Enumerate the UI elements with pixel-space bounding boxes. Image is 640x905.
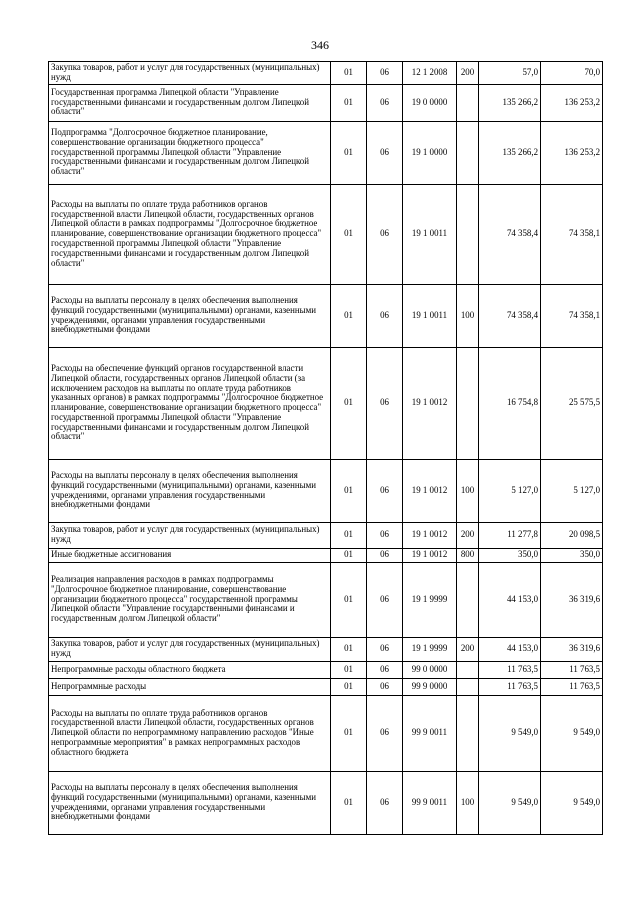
table-row — [49, 347, 603, 459]
row-target-code: 19 1 9999 — [403, 562, 457, 637]
row-target-code: 19 1 0012 — [403, 548, 457, 562]
row-value-2: 11 763,5 — [541, 661, 603, 678]
row-expense-type — [457, 347, 479, 459]
table-row — [49, 522, 603, 548]
row-target-code: 19 1 0011 — [403, 284, 457, 347]
table-row — [49, 562, 603, 637]
row-value-1: 135 266,2 — [479, 121, 541, 184]
row-section: 01 — [331, 84, 367, 121]
row-name: Закупка товаров, работ и услуг для государственных (муниципальных) нужд — [49, 522, 331, 548]
row-value-2: 36 319,6 — [541, 562, 603, 637]
row-expense-type: 800 — [457, 548, 479, 562]
row-value-1: 44 153,0 — [479, 562, 541, 637]
row-target-code: 19 1 0012 — [403, 347, 457, 459]
row-value-1: 11 277,8 — [479, 522, 541, 548]
row-section: 01 — [331, 62, 367, 85]
table-row — [49, 459, 603, 522]
row-subsection: 06 — [367, 84, 403, 121]
row-value-1: 135 266,2 — [479, 84, 541, 121]
row-value-2: 74 358,1 — [541, 184, 603, 284]
row-section: 01 — [331, 522, 367, 548]
table-row — [49, 695, 603, 771]
budget-table — [48, 61, 603, 835]
row-section: 01 — [331, 678, 367, 695]
row-subsection: 06 — [367, 459, 403, 522]
row-subsection: 06 — [367, 284, 403, 347]
row-section: 01 — [331, 695, 367, 771]
row-value-1: 44 153,0 — [479, 637, 541, 661]
row-name: Расходы на выплаты персоналу в целях обеспечения выполнения функций государственными (муниципальными) органами, казенными учреждениями, органами управления государственными внебюджетными фондами — [49, 771, 331, 834]
row-value-1: 74 358,4 — [479, 284, 541, 347]
row-name: Закупка товаров, работ и услуг для государственных (муниципальных) нужд — [49, 637, 331, 661]
table-row — [49, 548, 603, 562]
row-target-code: 19 1 0011 — [403, 184, 457, 284]
row-subsection: 06 — [367, 637, 403, 661]
row-name: Государственная программа Липецкой области "Управление государственными финансами и государственным долгом Липецкой области" — [49, 84, 331, 121]
row-expense-type: 200 — [457, 637, 479, 661]
row-section: 01 — [331, 347, 367, 459]
row-section: 01 — [331, 661, 367, 678]
table-row — [49, 184, 603, 284]
row-value-2: 136 253,2 — [541, 121, 603, 184]
table-row — [49, 661, 603, 678]
row-section: 01 — [331, 637, 367, 661]
row-expense-type: 200 — [457, 522, 479, 548]
row-expense-type — [457, 121, 479, 184]
row-value-1: 11 763,5 — [479, 678, 541, 695]
row-subsection: 06 — [367, 347, 403, 459]
table-row — [49, 84, 603, 121]
row-section: 01 — [331, 184, 367, 284]
row-target-code: 19 1 0012 — [403, 522, 457, 548]
row-value-1: 16 754,8 — [479, 347, 541, 459]
row-value-2: 136 253,2 — [541, 84, 603, 121]
table-row — [49, 121, 603, 184]
row-target-code: 99 0 0000 — [403, 661, 457, 678]
row-section: 01 — [331, 548, 367, 562]
row-value-2: 9 549,0 — [541, 771, 603, 834]
row-expense-type: 100 — [457, 459, 479, 522]
row-value-1: 57,0 — [479, 62, 541, 85]
row-name: Расходы на выплаты персоналу в целях обеспечения выполнения функций государственными (муниципальными) органами, казенными учреждениями, органами управления государственными внебюджетными фондами — [49, 459, 331, 522]
row-name: Реализация направления расходов в рамках подпрограммы "Долгосрочное бюджетное планирование, совершенствование организации бюджетного процесса" государственной программы Липецкой области "Управление государственными финансами и государственным долгом Липецкой области" — [49, 562, 331, 637]
row-name: Непрограммные расходы областного бюджета — [49, 661, 331, 678]
page-number: 346 — [311, 38, 329, 52]
budget-table-body — [49, 62, 603, 835]
row-expense-type — [457, 678, 479, 695]
row-name: Расходы на выплаты по оплате труда работников органов государственной власти Липецкой области, государственных органов Липецкой области в рамках подпрограммы "Долгосрочное бюджетное планирование, совершенствование организации бюджетного процесса" государственной программы Липецкой области "Управление государственными финансами и государственным долгом Липецкой области" — [49, 184, 331, 284]
row-subsection: 06 — [367, 661, 403, 678]
row-expense-type: 100 — [457, 284, 479, 347]
row-target-code: 12 1 2008 — [403, 62, 457, 85]
row-subsection: 06 — [367, 562, 403, 637]
row-expense-type — [457, 84, 479, 121]
row-target-code: 99 9 0000 — [403, 678, 457, 695]
row-value-1: 9 549,0 — [479, 695, 541, 771]
row-value-1: 350,0 — [479, 548, 541, 562]
row-expense-type — [457, 562, 479, 637]
row-section: 01 — [331, 284, 367, 347]
row-subsection: 06 — [367, 695, 403, 771]
row-section: 01 — [331, 771, 367, 834]
row-value-2: 20 098,5 — [541, 522, 603, 548]
row-target-code: 19 1 9999 — [403, 637, 457, 661]
row-expense-type: 200 — [457, 62, 479, 85]
row-subsection: 06 — [367, 184, 403, 284]
row-subsection: 06 — [367, 522, 403, 548]
row-name: Закупка товаров, работ и услуг для государственных (муниципальных) нужд — [49, 62, 331, 85]
row-subsection: 06 — [367, 62, 403, 85]
row-target-code: 19 1 0000 — [403, 121, 457, 184]
row-name: Расходы на обеспечение функций органов государственной власти Липецкой области, государственных органов Липецкой области (за исключением расходов на выплаты по оплате труда работников указанных органов) в рамках подпрограммы "Долгосрочное бюджетное планирование, совершенствование организации бюджетного процесса" государственной программы Липецкой области "Управление государственными финансами и государственным долгом Липецкой области" — [49, 347, 331, 459]
row-target-code: 19 1 0012 — [403, 459, 457, 522]
row-value-2: 74 358,1 — [541, 284, 603, 347]
table-row — [49, 637, 603, 661]
row-expense-type — [457, 695, 479, 771]
row-name: Расходы на выплаты по оплате труда работников органов государственной власти Липецкой области, государственных органов Липецкой области по непрограммному направлению расходов "Иные непрограммные мероприятия" в рамках непрограммных расходов областного бюджета — [49, 695, 331, 771]
row-target-code: 99 9 0011 — [403, 771, 457, 834]
table-row — [49, 771, 603, 834]
row-value-2: 36 319,6 — [541, 637, 603, 661]
table-row — [49, 284, 603, 347]
row-value-2: 25 575,5 — [541, 347, 603, 459]
row-subsection: 06 — [367, 678, 403, 695]
row-expense-type: 100 — [457, 771, 479, 834]
row-name: Иные бюджетные ассигнования — [49, 548, 331, 562]
row-section: 01 — [331, 121, 367, 184]
row-name: Непрограммные расходы — [49, 678, 331, 695]
row-name: Подпрограмма "Долгосрочное бюджетное планирование, совершенствование организации бюджетного процесса" государственной программы Липецкой области "Управление государственными финансами и государственным долгом Липецкой области" — [49, 121, 331, 184]
row-subsection: 06 — [367, 548, 403, 562]
row-target-code: 99 9 0011 — [403, 695, 457, 771]
row-expense-type — [457, 661, 479, 678]
table-row — [49, 678, 603, 695]
row-value-2: 11 763,5 — [541, 678, 603, 695]
row-value-2: 5 127,0 — [541, 459, 603, 522]
row-value-2: 9 549,0 — [541, 695, 603, 771]
row-name: Расходы на выплаты персоналу в целях обеспечения выполнения функций государственными (муниципальными) органами, казенными учреждениями, органами управления государственными внебюджетными фондами — [49, 284, 331, 347]
table-row — [49, 62, 603, 85]
row-section: 01 — [331, 562, 367, 637]
row-value-1: 11 763,5 — [479, 661, 541, 678]
row-value-1: 74 358,4 — [479, 184, 541, 284]
row-value-2: 350,0 — [541, 548, 603, 562]
row-value-1: 9 549,0 — [479, 771, 541, 834]
row-value-1: 5 127,0 — [479, 459, 541, 522]
row-expense-type — [457, 184, 479, 284]
row-subsection: 06 — [367, 121, 403, 184]
row-target-code: 19 0 0000 — [403, 84, 457, 121]
row-section: 01 — [331, 459, 367, 522]
row-subsection: 06 — [367, 771, 403, 834]
row-value-2: 70,0 — [541, 62, 603, 85]
